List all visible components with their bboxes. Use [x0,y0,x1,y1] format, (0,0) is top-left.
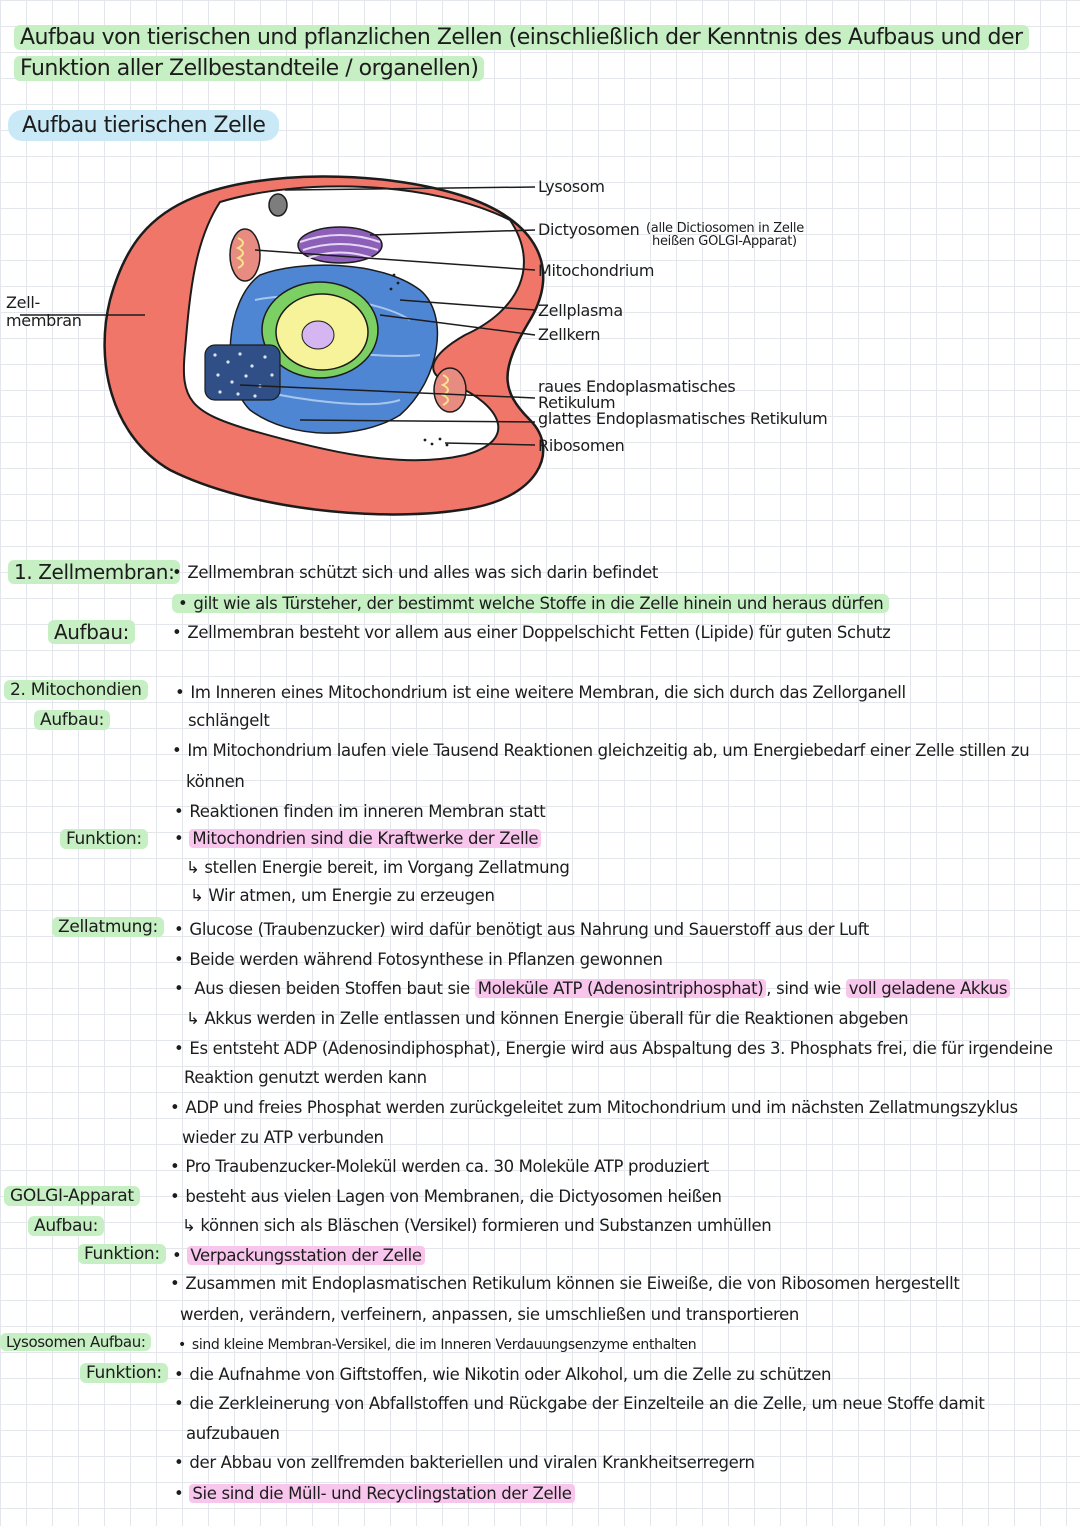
lysosomen-funktion-2b: aufzubauen [186,1424,280,1443]
mito-aufbau-3: • Reaktionen finden im inneren Membran statt [174,802,545,822]
label-glattes-er: glattes Endoplasmatisches Retikulum [538,409,828,428]
mito-aufbau-2: • Im Mitochondrium laufen viele Tausend Reaktionen gleichzeitig ab, um Energiebedarf einer Zelle stillen zu [172,741,1029,761]
label-dictyosomen: Dictyosomen [538,220,640,239]
golgi-funktion-2b: werden, verändern, verfeinern, anpassen, sie umschließen und transportieren [180,1305,799,1324]
golgi-aufbau-label: Aufbau: [28,1216,104,1236]
lysosomen-funktion-3: • der Abbau von zellfremden bakteriellen und viralen Krankheitserregern [174,1453,755,1473]
lysosomen-aufbau-1: • sind kleine Membran-Versikel, die im Inneren Verdauungsenzyme enthalten [178,1335,696,1355]
zellatmung-5b: Reaktion genutzt werden kann [184,1068,427,1087]
golgi-aufbau-1: • besteht aus vielen Lagen von Membranen, die Dictyosomen heißen [170,1187,722,1207]
zellatmung-7: • Pro Traubenzucker-Molekül werden ca. 30 Moleküle ATP produziert [170,1157,709,1177]
label-zellmembran-1: Zell- [6,293,40,312]
page-title [14,22,1069,84]
mitochondrien-funktion-label: Funktion: [60,829,148,849]
lysosomen-funktion-2: • die Zerkleinerung von Abfallstoffen und Rückgabe der Einzelteile an die Zelle, um neue Stoffe damit [174,1394,985,1414]
golgi-funktion-2: • Zusammen mit Endoplasmatischen Retikulum können sie Eiweiße, die von Ribosomen hergestellt [170,1274,959,1294]
zellatmung-label: Zellatmung: [52,917,164,937]
label-zellmembran-2: membran [6,311,82,330]
zellatmung-3: • Aus diesen beiden Stoffen baut sie Moleküle ATP (Adenosintriphosphat) , sind wie voll geladene Akkus [174,979,1010,999]
zellmembran-line-2: • gilt wie als Türsteher, der bestimmt welche Stoffe in die Zelle hinein und heraus dürfen [172,594,889,614]
zellatmung-6b: wieder zu ATP verbunden [182,1128,384,1147]
zellatmung-4: ↳ Akkus werden in Zelle entlassen und können Energie überall für die Reaktionen abgeben [186,1009,909,1028]
golgi-aufbau-2: ↳ können sich als Bläschen (Versikel) formieren und Substanzen umhüllen [182,1216,772,1235]
label-ribosomen: Ribosomen [538,436,625,455]
label-zellkern: Zellkern [538,325,601,344]
mito-funktion-2: ↳ stellen Energie bereit, im Vorgang Zellatmung [186,858,570,877]
subheading: Aufbau tierischen Zelle [8,110,279,141]
cell-diagram [0,150,860,520]
section-lysosomen-heading: Lysosomen Aufbau: [0,1333,151,1351]
mito-aufbau-2b: können [186,772,245,791]
lysosomen-funktion-1: • die Aufnahme von Giftstoffen, wie Nikotin oder Alkohol, um die Zelle zu schützen [174,1365,831,1385]
golgi-funktion-1: • Verpackungsstation der Zelle [172,1246,425,1266]
zellatmung-1: • Glucose (Traubenzucker) wird dafür benötigt aus Nahrung und Sauerstoff aus der Luft [174,920,869,940]
mito-aufbau-1b: schlängelt [188,711,270,730]
section-mitochondrien-heading: 2. Mitochondien [4,680,148,700]
mito-funktion-3: ↳ Wir atmen, um Energie zu erzeugen [190,886,495,905]
label-dictyosomen-note-1: (alle Dictiosomen in Zelle [646,221,804,236]
zellmembran-aufbau-line: • Zellmembran besteht vor allem aus einer Doppelschicht Fetten (Lipide) für guten Schutz [172,623,890,643]
label-mitochondrium: Mitochondrium [538,261,655,280]
golgi-funktion-label: Funktion: [78,1244,166,1264]
lysosome-shape [269,194,287,216]
label-dictyosomen-note-2: heißen GOLGI-Apparat) [652,234,797,249]
nucleolus-shape [302,321,334,349]
zellatmung-6: • ADP und freies Phosphat werden zurückgeleitet zum Mitochondrium und im nächsten Zellatmungszyklus [170,1098,1018,1118]
mito-funktion-1: • Mitochondrien sind die Kraftwerke der Zelle [174,829,541,849]
zellatmung-5: • Es entsteht ADP (Adenosindiphosphat), Energie wird aus Abspaltung des 3. Phosphats frei, die für irgendeine [174,1039,1053,1059]
mito-aufbau-1: • Im Inneren eines Mitochondrium ist eine weitere Membran, die sich durch das Zellorganell [175,683,906,703]
lysosomen-funktion-4: • Sie sind die Müll- und Recyclingstation der Zelle [174,1484,575,1504]
section-golgi-heading: GOLGI-Apparat [4,1186,140,1206]
lysosomen-funktion-label: Funktion: [80,1363,168,1383]
label-raues-er-2: Retikulum [538,393,616,412]
mitochondrien-aufbau-label: Aufbau: [34,710,110,730]
label-lysosom: Lysosom [538,177,605,196]
zellmembran-line-1: • Zellmembran schützt sich und alles was sich darin befindet [172,563,658,583]
label-raues-er-1: raues Endoplasmatisches [538,377,736,396]
zellmembran-aufbau-label: Aufbau: [48,620,135,644]
page-title-text: Aufbau von tierischen und pflanzlichen Zellen (einschließlich der Kenntnis des Aufbaus und der Funktion aller Zellbestandteile / organellen) [14,25,1029,81]
zellatmung-2: • Beide werden während Fotosynthese in Pflanzen gewonnen [174,950,663,970]
label-zellplasma: Zellplasma [538,301,623,320]
section-zellmembran-heading: 1. Zellmembran: [8,560,180,584]
